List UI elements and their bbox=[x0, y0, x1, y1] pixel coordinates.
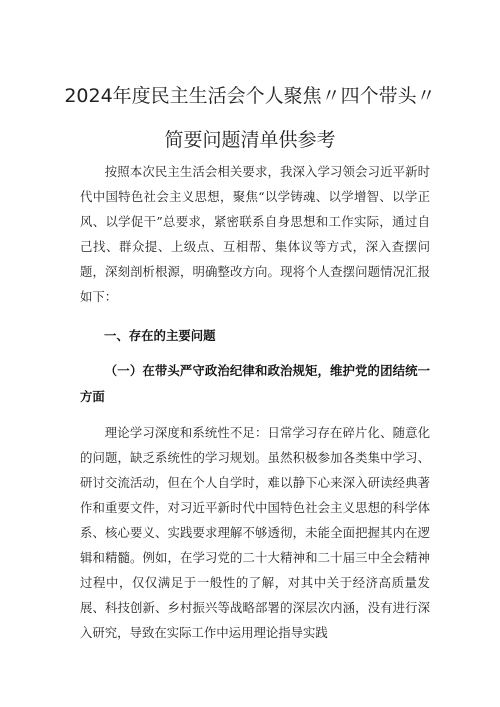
document-title-line-1: 2024年度民主生活会个人聚焦〃四个带头〃 bbox=[64, 85, 436, 107]
intro-paragraph: 按照本次民主生活会相关要求，我深入学习领会习近平新时代中国特色社会主义思想，聚焦“以学铸魂、以学增智、以学正风、以学促干”总要求，紧密联系自身思想和工作实际，通过自己找、群众提、上级点、互相帮、集体议等方式，深入查摆问题，深刻剖析根源，明确整改方向。现将个人查摆问题情况汇报如下： bbox=[80, 164, 430, 304]
document-title-line-2: 简要问题清单供参考 bbox=[164, 129, 336, 151]
body-paragraph: 理论学习深度和系统性不足：日常学习存在碎片化、随意化的问题，缺乏系统性的学习规划。虽然积极参加各类集中学习、研讨交流活动，但在个人自学时，难以静下心来深入研读经典著作和重要文件，对习近平新时代中国特色社会主义思想的科学体系、核心要义、实践要求理解不够透彻，未能全面把握其内在逻辑和精髓。例如，在学习党的二十大精神和二十届三中全会精神过程中，仅仅满足于一般性的了解，对其中关于经济高质量发展、科技创新、乡村振兴等战略部署的深层次内涵，没有进行深入研究，导致在实际工作中运用理论指导实践 bbox=[80, 425, 430, 640]
subsection-heading-1: （一）在带头严守政治纪律和政治规矩，维护党的团结统一方面 bbox=[80, 363, 430, 404]
section-heading-1: 一、存在的主要问题 bbox=[104, 328, 216, 343]
